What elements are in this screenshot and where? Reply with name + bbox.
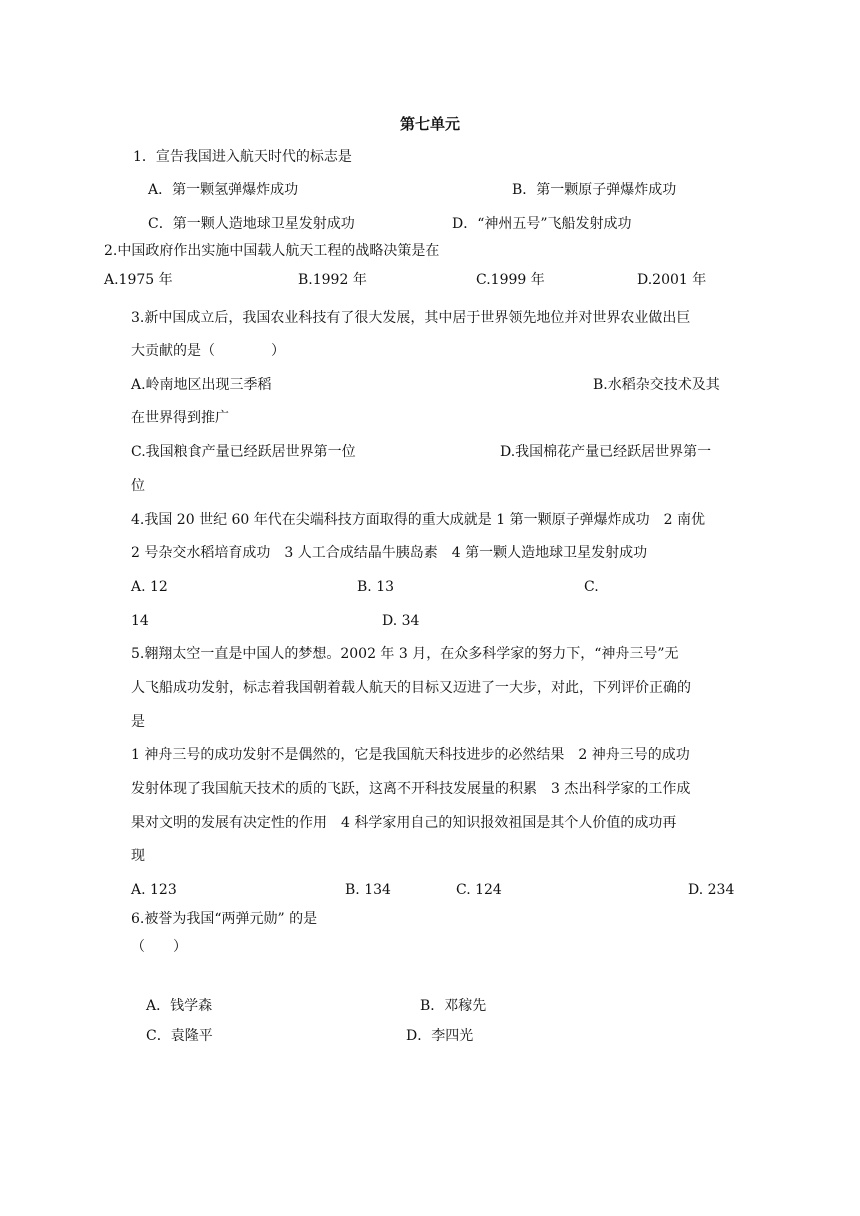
question-1-option-c: C．第一颗人造地球卫星发射成功 [148,216,355,232]
question-1-option-d: D．“神州五号”飞船发射成功 [452,216,632,232]
question-6-answer-paren: （ ） [131,939,187,955]
question-5-statements-line-2: 发射体现了我国航天技术的质的飞跃，这离不开科技发展量的积累 3 杰出科学家的工作成 [131,781,691,797]
question-5-statements-line-3: 果对文明的发展有决定性的作用 4 科学家用自己的知识报效祖国是其个人价值的成功再 [131,815,677,831]
question-3-stem-line-2: 大贡献的是（ ） [131,343,285,359]
question-2-stem: 2.中国政府作出实施中国载人航天工程的战略决策是在 [104,243,440,259]
question-3-option-b-line-2: 在世界得到推广 [131,410,229,426]
question-2-option-b: B.1992 年 [298,272,367,288]
question-3-option-a: A.岭南地区出现三季稻 [131,377,272,393]
question-5-option-c: C. 124 [456,882,502,898]
question-5-stem-line-1: 5.翱翔太空一直是中国人的梦想。2002 年 3 月，在众多科学家的努力下，“神舟三号”无 [131,646,679,662]
question-4-option-c-line-2: 14 [131,613,149,629]
question-1-option-b: B．第一颗原子弹爆炸成功 [512,182,677,198]
question-6-stem: 6.被誉为我国“两弹元勋” 的是 [131,911,318,927]
question-5-statements-line-4: 现 [131,848,145,864]
question-5-statements-line-1: 1 神舟三号的成功发射不是偶然的，它是我国航天科技进步的必然结果 2 神舟三号的成功 [131,747,690,763]
question-3-option-b-line-1: B.水稻杂交技术及其 [593,377,720,393]
question-4-option-a: A. 12 [131,579,168,595]
question-1-stem: 1．宣告我国进入航天时代的标志是 [133,149,352,165]
question-5-option-a: A. 123 [131,882,177,898]
question-3-option-c: C.我国粮食产量已经跃居世界第一位 [131,444,356,460]
question-4-option-c-line-1: C. [584,579,599,595]
question-3-stem-line-1: 3.新中国成立后，我国农业科技有了很大发展，其中居于世界领先地位并对世界农业做出巨 [131,310,691,326]
question-6-option-c: C．袁隆平 [146,1028,213,1044]
question-6-option-b: B．邓稼先 [420,998,487,1014]
question-5-stem-line-2: 人飞船成功发射，标志着我国朝着载人航天的目标又迈进了一大步，对此，下列评价正确的 [131,680,691,696]
question-3-option-d-line-2: 位 [131,478,145,494]
question-4-option-b: B. 13 [357,579,395,595]
question-2-option-d: D.2001 年 [637,272,707,288]
question-3-option-d-line-1: D.我国棉花产量已经跃居世界第一 [500,444,712,460]
question-5-option-b: B. 134 [345,882,391,898]
question-5-stem-line-3: 是 [131,714,145,730]
page-title: 第七单元 [400,115,461,133]
question-4-stem-line-1: 4.我国 20 世纪 60 年代在尖端科技方面取得的重大成就是 1 第一颗原子弹爆炸成功 2 南优 [131,512,705,528]
question-2-option-c: C.1999 年 [476,272,545,288]
question-6-option-d: D．李四光 [406,1028,474,1044]
question-2-option-a: A.1975 年 [104,272,173,288]
question-1-option-a: A．第一颗氢弹爆炸成功 [148,182,299,198]
question-6-option-a: A．钱学森 [146,998,213,1014]
question-4-stem-line-2: 2 号杂交水稻培育成功 3 人工合成结晶牛胰岛素 4 第一颗人造地球卫星发射成功 [131,545,648,561]
question-5-option-d: D. 234 [688,882,735,898]
question-4-option-d: D. 34 [382,613,420,629]
